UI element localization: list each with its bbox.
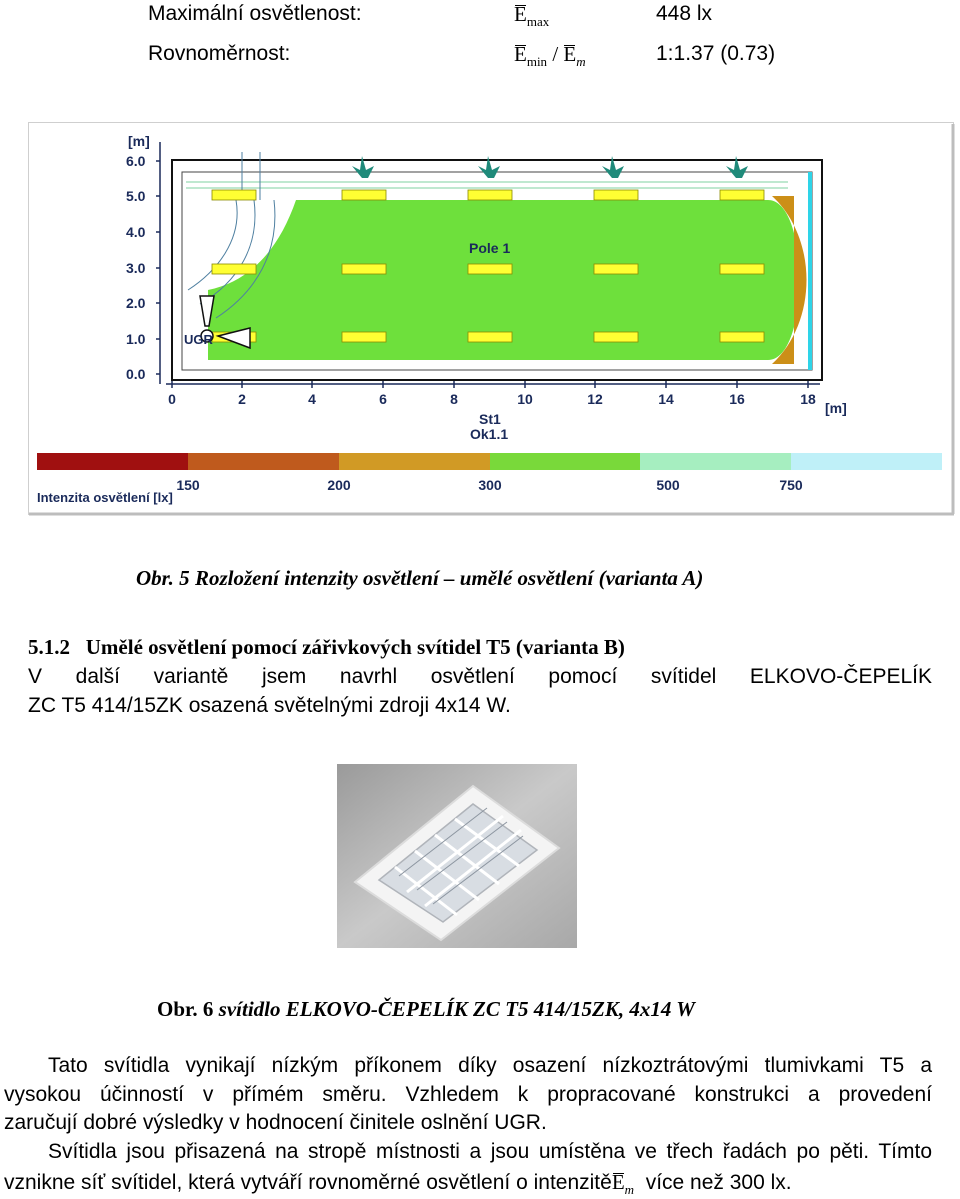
y-tick-label: 4.0 — [126, 224, 146, 240]
y-tick-label: 3.0 — [126, 260, 146, 276]
summary-max-label: Maximální osvětlenost: — [148, 2, 362, 25]
luminaire — [720, 190, 764, 200]
x-tick-label: 14 — [658, 391, 674, 407]
y-tick-label: 5.0 — [126, 188, 146, 204]
figure-caption-5 — [136, 566, 703, 591]
x-tick-label: 4 — [308, 391, 316, 407]
scale-band — [37, 453, 188, 470]
e-max-symbol: E — [514, 2, 527, 26]
scale-tick-label: 150 — [176, 477, 200, 493]
luminaire — [468, 264, 512, 274]
x-tick-label: 12 — [587, 391, 603, 407]
section-number: 5.1.2 — [28, 635, 70, 659]
window-label: Ok1.1 — [470, 426, 509, 442]
y-tick-label: 0.0 — [126, 366, 146, 382]
summary-uniformity-symbols — [514, 42, 586, 70]
x-tick-label: 0 — [168, 391, 176, 407]
body-line-4: Svítidla jsou přisazená na stropě místnosti a jsou umístěna ve třech řadách po pěti. Tímto — [48, 1140, 932, 1163]
e-min-subscript: min — [526, 54, 548, 69]
scale-tick-label: 300 — [478, 477, 502, 493]
luminaire — [342, 332, 386, 342]
e-min-symbol: E — [514, 42, 527, 66]
intro-line-2: ZC T5 414/15ZK osazená světelnými zdroji 4x14 W. — [28, 694, 511, 717]
e-m-subscript-inline: m — [624, 1182, 635, 1197]
summary-max-value: 448 lx — [656, 2, 713, 25]
caption-label: Obr. 5 — [136, 566, 190, 590]
body-line-2: vysokou účinností v přímém směru. Vzhledem k propracované konstrukci a provedení — [4, 1083, 932, 1106]
scale-band — [640, 453, 791, 470]
scale-band — [791, 453, 942, 470]
scale-band — [188, 453, 339, 470]
body-line-3: zaručují dobré výsledky v hodnocení činitele oslnění UGR. — [4, 1111, 547, 1134]
luminaire — [594, 332, 638, 342]
luminaire — [342, 264, 386, 274]
body-line-5 — [4, 1170, 792, 1198]
color-scale — [37, 453, 942, 470]
x-tick-label: 16 — [729, 391, 745, 407]
luminaire — [468, 332, 512, 342]
luminaire — [212, 190, 256, 200]
body-line-1: Tato svítidla vynikají nízkým příkonem díky osazení nízkoztrátovými tlumivkami T5 a — [48, 1054, 932, 1077]
luminaire — [212, 264, 256, 274]
x-tick-label: 18 — [800, 391, 816, 407]
x-tick-label: 10 — [517, 391, 533, 407]
ugr-label: UGR — [184, 332, 213, 347]
y-tick-label: 1.0 — [126, 331, 146, 347]
luminaire — [594, 190, 638, 200]
ratio-separator: / — [552, 42, 559, 66]
summary-uniformity-label: Rovnoměrnost: — [148, 42, 291, 65]
body-line-5-text: vznikne síť svítidel, která vytváří rovnoměrné osvětlení o intenzitě — [4, 1171, 612, 1194]
caption-text: Rozložení intenzity osvětlení – umělé osvětlení (varianta A) — [194, 566, 704, 590]
y-tick-label: 6.0 — [126, 153, 146, 169]
y-unit-label: [m] — [128, 133, 150, 149]
caption-label: Obr. 6 — [157, 997, 214, 1021]
scale-tick-label: 500 — [656, 477, 680, 493]
field-label: Pole 1 — [469, 240, 511, 256]
luminaire — [468, 190, 512, 200]
figure-caption-6 — [157, 997, 695, 1022]
e-m-symbol: E — [563, 42, 577, 66]
scale-band — [490, 453, 640, 470]
luminaire — [720, 264, 764, 274]
luminaire-photo — [337, 764, 577, 948]
scale-title: Intenzita osvětlení [lx] — [37, 490, 173, 505]
intro-line-1: V další variantě jsem navrhl osvětlení pomocí svítidel ELKOVO-ČEPELÍK — [28, 665, 932, 688]
x-tick-label: 8 — [450, 391, 458, 407]
section-heading — [28, 635, 625, 660]
summary-uniformity-value: 1:1.37 (0.73) — [656, 42, 776, 65]
illuminance-plan-figure — [28, 122, 956, 518]
scale-tick-label: 200 — [327, 477, 351, 493]
x-tick-label: 2 — [238, 391, 246, 407]
scale-tick-label: 750 — [779, 477, 803, 493]
e-m-subscript: m — [576, 54, 586, 69]
x-tick-label: 6 — [379, 391, 387, 407]
body-line-5-end: více než 300 lx. — [645, 1171, 792, 1194]
y-tick-label: 2.0 — [126, 295, 146, 311]
summary-max-symbol — [514, 2, 549, 30]
luminaire — [342, 190, 386, 200]
e-max-subscript: max — [526, 14, 550, 29]
scale-band — [339, 453, 490, 470]
luminaire — [594, 264, 638, 274]
caption-text: svítidlo ELKOVO-ČEPELÍK ZC T5 414/15ZK, 4x14 W — [218, 997, 695, 1021]
e-m-symbol-inline: E — [611, 1170, 625, 1194]
luminaire — [720, 332, 764, 342]
section-title: Umělé osvětlení pomocí zářivkových svítidel T5 (varianta B) — [85, 635, 625, 659]
wall-label: St1 — [479, 411, 501, 427]
x-unit-label: [m] — [825, 400, 847, 416]
